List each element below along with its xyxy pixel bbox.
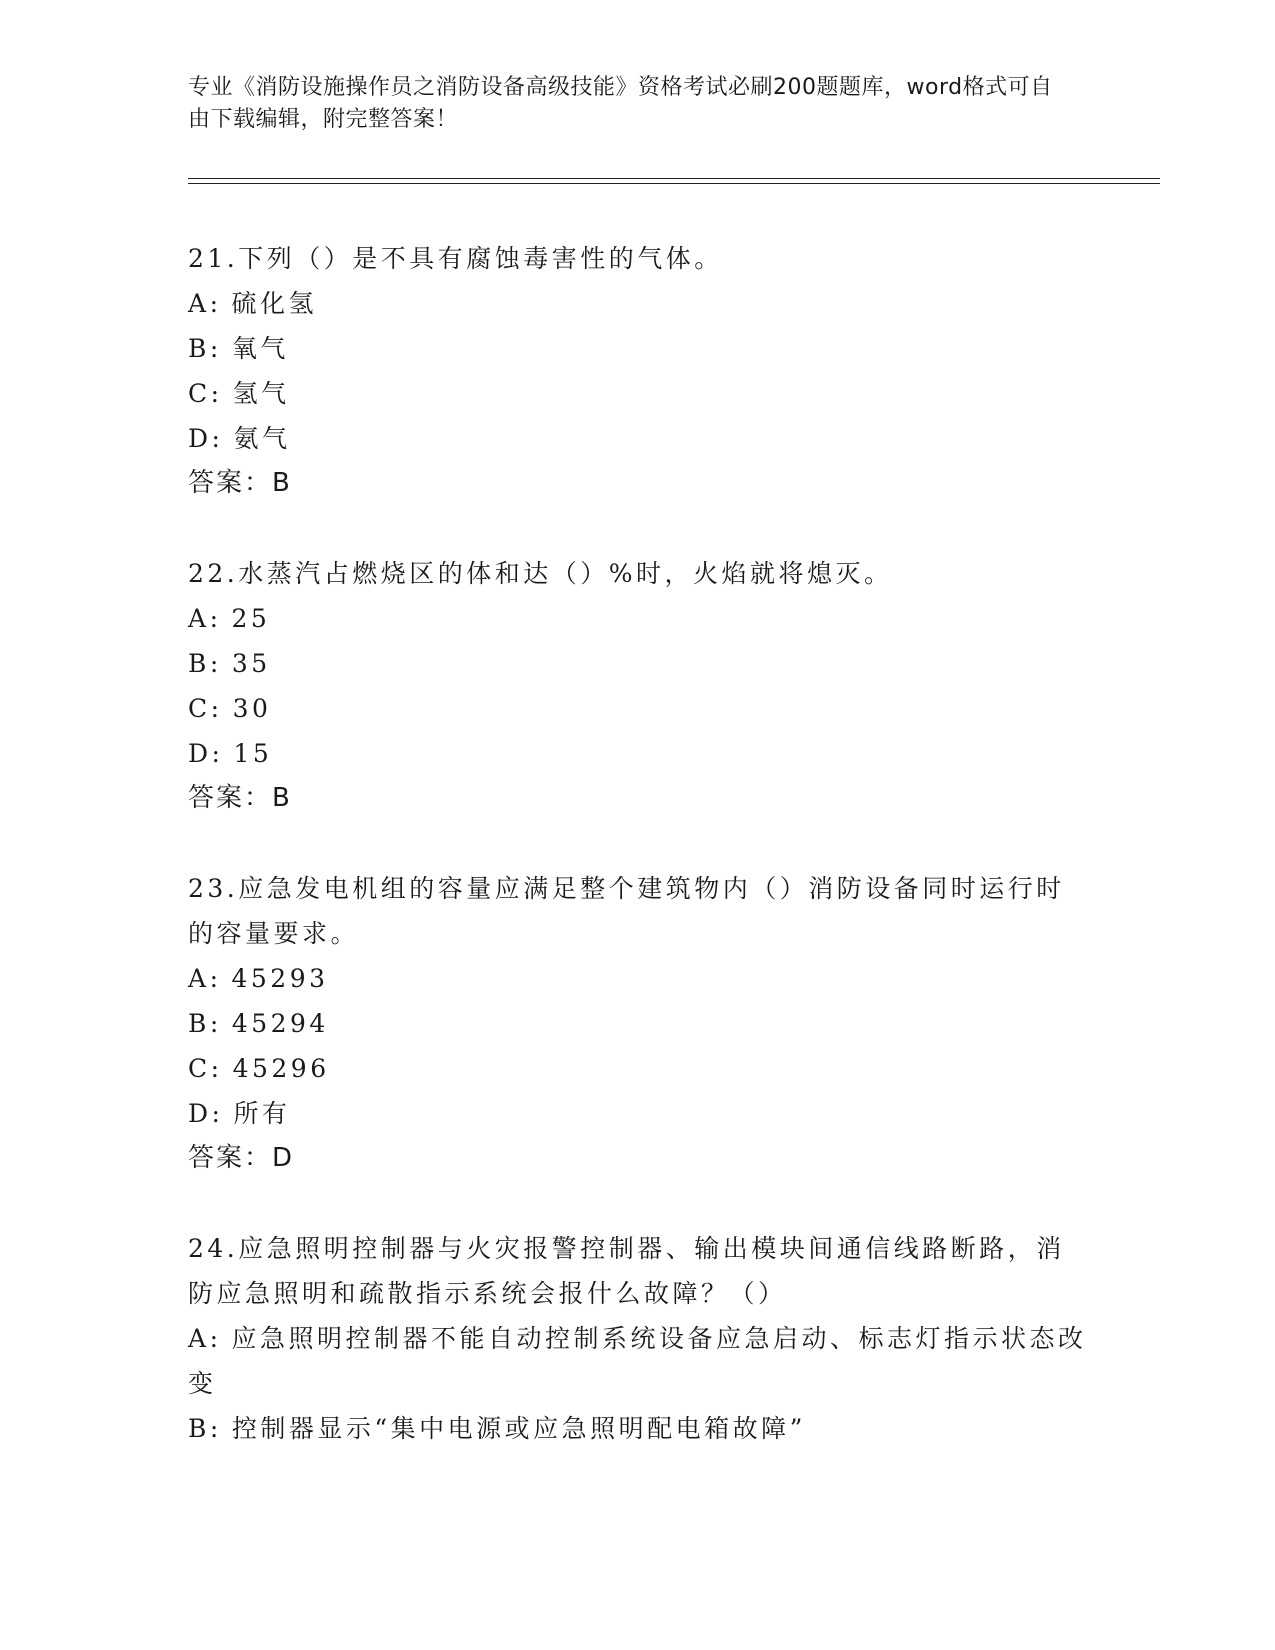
option-separator: : — [209, 604, 222, 633]
option-letter: B — [188, 334, 210, 363]
option-separator: : — [209, 1009, 222, 1038]
option-b — [188, 326, 1088, 371]
option-text: 45293 — [231, 964, 329, 993]
option-a — [188, 956, 1088, 1001]
header-title: 专业《消防设施操作员之消防设备高级技能》资格考试必刷200题题库，word格式可自由下载编辑，附完整答案！ — [188, 75, 1053, 132]
answer-line: 答案：B — [188, 783, 292, 813]
option-text: 控制器显示“集中电源或应急照明配电箱故障” — [231, 1414, 806, 1443]
option-letter: B — [188, 1414, 210, 1443]
option-letter: C — [188, 379, 211, 408]
option-letter: A — [188, 1324, 210, 1353]
option-separator: : — [211, 739, 224, 768]
option-letter: C — [188, 1054, 211, 1083]
option-text: 25 — [231, 604, 271, 633]
option-separator: : — [209, 289, 222, 318]
option-letter: A — [188, 964, 210, 993]
question-23 — [188, 866, 1088, 1181]
option-b — [188, 641, 1088, 686]
option-separator: : — [210, 1054, 223, 1083]
option-text: 氧气 — [231, 334, 289, 363]
option-separator: : — [209, 964, 222, 993]
question-stem: 22.水蒸汽占燃烧区的体和达（）%时，火焰就将熄灭。 — [188, 559, 893, 588]
option-text: 氢气 — [232, 379, 290, 408]
option-a — [188, 1316, 1088, 1406]
option-c — [188, 371, 1088, 416]
option-letter: A — [188, 604, 210, 633]
question-22 — [188, 551, 1088, 821]
option-text: 45296 — [232, 1054, 330, 1083]
question-list — [188, 236, 1088, 1451]
header-divider-top — [188, 178, 1160, 179]
option-text: 硫化氢 — [231, 289, 318, 318]
question-24 — [188, 1226, 1088, 1451]
option-letter: D — [188, 1099, 212, 1128]
option-d — [188, 1091, 1088, 1136]
question-spacer — [188, 506, 1088, 551]
option-text: 应急照明控制器不能自动控制系统设备应急启动、标志灯指示状态改变 — [188, 1324, 1087, 1398]
option-separator: : — [211, 1099, 224, 1128]
option-separator: : — [209, 1324, 222, 1353]
option-d — [188, 731, 1088, 776]
option-separator: : — [209, 649, 222, 678]
question-stem: 24.应急照明控制器与火灾报警控制器、输出模块间通信线路断路，消防应急照明和疏散指示系统会报什么故障？（） — [188, 1234, 1065, 1308]
answer-line: 答案：D — [188, 1143, 295, 1173]
option-a — [188, 596, 1088, 641]
option-letter: D — [188, 424, 212, 453]
option-letter: C — [188, 694, 211, 723]
option-text: 所有 — [233, 1099, 291, 1128]
option-letter: B — [188, 649, 210, 678]
option-text: 45294 — [231, 1009, 329, 1038]
answer-line: 答案：B — [188, 468, 292, 498]
option-text: 30 — [232, 694, 272, 723]
option-separator: : — [211, 424, 224, 453]
option-letter: D — [188, 739, 212, 768]
option-c — [188, 686, 1088, 731]
option-text: 氨气 — [233, 424, 291, 453]
option-letter: A — [188, 289, 210, 318]
question-stem: 23.应急发电机组的容量应满足整个建筑物内（）消防设备同时运行时的容量要求。 — [188, 874, 1065, 948]
option-separator: : — [210, 694, 223, 723]
header-divider-bottom — [188, 183, 1160, 184]
document-header — [188, 72, 1068, 136]
option-b — [188, 1406, 1088, 1451]
option-a — [188, 281, 1088, 326]
question-21 — [188, 236, 1088, 506]
option-b — [188, 1001, 1088, 1046]
option-separator: : — [209, 334, 222, 363]
option-separator: : — [210, 379, 223, 408]
option-letter: B — [188, 1009, 210, 1038]
option-text: 15 — [233, 739, 273, 768]
question-spacer — [188, 1181, 1088, 1226]
option-d — [188, 416, 1088, 461]
question-stem: 21.下列（）是不具有腐蚀毒害性的气体。 — [188, 244, 723, 273]
question-spacer — [188, 821, 1088, 866]
option-c — [188, 1046, 1088, 1091]
option-text: 35 — [231, 649, 271, 678]
option-separator: : — [209, 1414, 222, 1443]
